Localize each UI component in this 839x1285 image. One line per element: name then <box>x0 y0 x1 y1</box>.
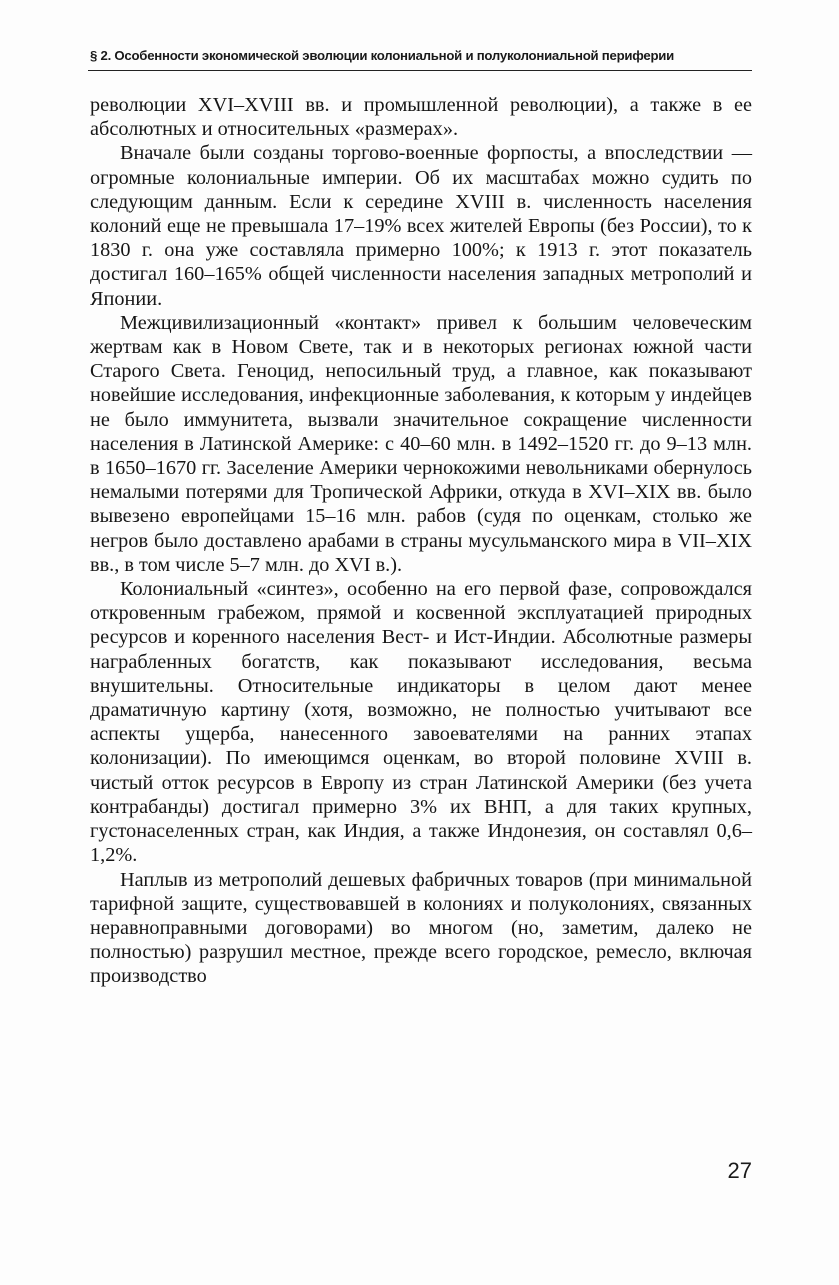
body-text <box>90 93 752 989</box>
page-number: 27 <box>727 1158 752 1183</box>
paragraph-2: Вначале были созданы торгово-военные форпосты, а впоследствии — огромные колониальные империи. Об их масштабах можно судить по следующим данным. Если к середине XVIII в. численность населения колоний еще не превышала 17–19% всех жителей Европы (без России), то к 1830 г. она уже составляла примерно 100%; к 1913 г. этот показатель достигал 160–165% общей численности населения западных метрополий и Японии. <box>90 142 752 310</box>
paragraph-1: революции XVI–XVIII вв. и промышленной революции), а также в ее абсолютных и относительных «размерах». <box>90 94 752 141</box>
header-rule <box>88 70 752 71</box>
paragraph-5: Наплыв из метрополий дешевых фабричных товаров (при минимальной тарифной защите, существовавшей в колониях и полуколониях, связанных неравноправными договорами) во многом (но, заметим, далеко не полностью) разрушил местное, прежде всего городское, ремесло, включая производство <box>90 868 752 988</box>
paragraph-3: Межцивилизационный «контакт» привел к большим человеческим жертвам как в Новом Свете, так и в некоторых регионах южной части Старого Света. Геноцид, непосильный труд, а главное, как показывают новейшие исследования, инфекционные заболевания, к которым у индейцев не было иммунитета, вызвали значительное сокращение численности населения в Латинской Америке: с 40–60 млн. в 1492–1520 гг. до 9–13 млн. в 1650–1670 гг. Заселение Америки чернокожими невольниками обернулось немалыми потерями для Тропической Африки, откуда в XVI–XIX вв. было вывезено европейцами 15–16 млн. рабов (судя по оценкам, столько же негров было доставлено арабами в страны мусульманского мира в VII–XIX вв., в том числе 5–7 млн. до XVI в.). <box>90 311 752 576</box>
paragraph-4: Колониальный «синтез», особенно на его первой фазе, сопровождался откровенным грабежом, прямой и косвенной эксплуатацией природных ресурсов и коренного населения Вест- и Ист-Индии. Абсолютные размеры награбленных богатств, как показывают исследования, весьма внушительны. Относительные индикаторы в целом дают менее драматичную картину (хотя, возможно, не полностью учитывают все аспекты ущерба, нанесенного завоевателями на ранних этапах колонизации). По имеющимся оценкам, во второй половине XVIII в. чистый отток ресурсов в Европу из стран Латинской Америки (без учета контрабанды) достигал примерно 3% их ВНП, а для таких крупных, густонаселенных стран, как Индия, а также Индонезия, он составлял 0,6–1,2%. <box>90 578 752 867</box>
running-head: § 2. Особенности экономической эволюции колониальной и полуколониальной периферии <box>90 48 674 63</box>
